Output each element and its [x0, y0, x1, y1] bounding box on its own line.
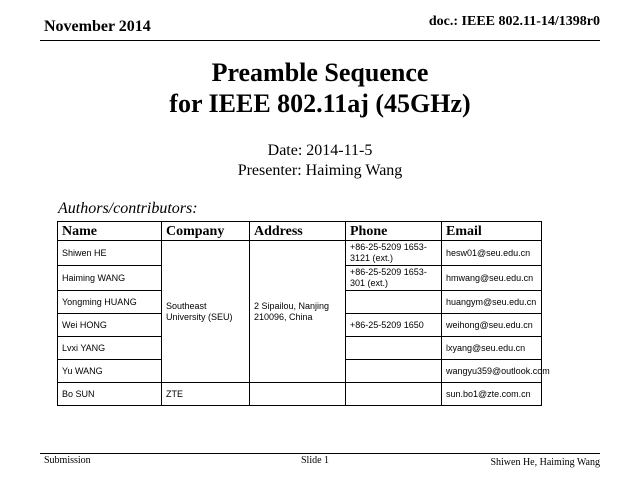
col-header-name: Name	[58, 222, 162, 241]
header-divider	[40, 40, 600, 41]
table-row	[58, 241, 542, 266]
col-header-phone: Phone	[346, 222, 442, 241]
cell-name: Bo SUN	[58, 383, 162, 406]
cell-phone	[346, 383, 442, 406]
col-header-company: Company	[162, 222, 250, 241]
cell-name: Yu WANG	[58, 360, 162, 383]
slide-meta	[0, 141, 640, 181]
cell-name: Wei HONG	[58, 314, 162, 337]
title-line-1: Preamble Sequence	[211, 58, 429, 87]
meta-presenter: Presenter: Haiming Wang	[237, 162, 403, 179]
cell-email: huangym@seu.edu.cn	[442, 291, 542, 314]
header-doc-id: doc.: IEEE 802.11-14/1398r0	[428, 14, 600, 29]
cell-company-seu: Southeast University (SEU)	[162, 241, 250, 383]
authors-label: Authors/contributors:	[58, 200, 198, 217]
footer-divider	[40, 453, 600, 454]
meta-date: Date: 2014-11-5	[267, 142, 373, 159]
cell-phone	[346, 360, 442, 383]
cell-address	[250, 383, 346, 406]
footer-slide-number: Slide 1	[301, 455, 330, 466]
header-date: November 2014	[44, 18, 151, 35]
slide-title	[0, 57, 640, 119]
cell-email: wangyu359@outlook.com	[442, 360, 542, 383]
table-row	[58, 383, 542, 406]
cell-email: hesw01@seu.edu.cn	[442, 241, 542, 266]
cell-email: lxyang@seu.edu.cn	[442, 337, 542, 360]
col-header-email: Email	[442, 222, 542, 241]
table-header-row	[58, 222, 542, 241]
cell-name: Haiming WANG	[58, 266, 162, 291]
cell-email: hmwang@seu.edu.cn	[442, 266, 542, 291]
cell-phone	[346, 337, 442, 360]
authors-table	[57, 221, 550, 406]
cell-phone: +86-25-5209 1653-301 (ext.)	[346, 266, 442, 291]
footer-authors: Shiwen He, Haiming Wang	[490, 457, 600, 468]
cell-phone	[346, 291, 442, 314]
footer-submission: Submission	[44, 455, 91, 466]
cell-email: sun.bo1@zte.com.cn	[442, 383, 542, 406]
cell-email: weihong@seu.edu.cn	[442, 314, 542, 337]
cell-name: Yongming HUANG	[58, 291, 162, 314]
cell-address-seu: 2 Sipailou, Nanjing 210096, China	[250, 241, 346, 383]
cell-company: ZTE	[162, 383, 250, 406]
cell-name: Shiwen HE	[58, 241, 162, 266]
title-line-2: for IEEE 802.11aj (45GHz)	[169, 89, 471, 118]
cell-phone: +86-25-5209 1653-3121 (ext.)	[346, 241, 442, 266]
col-header-address: Address	[250, 222, 346, 241]
cell-phone: +86-25-5209 1650	[346, 314, 442, 337]
cell-name: Lvxi YANG	[58, 337, 162, 360]
